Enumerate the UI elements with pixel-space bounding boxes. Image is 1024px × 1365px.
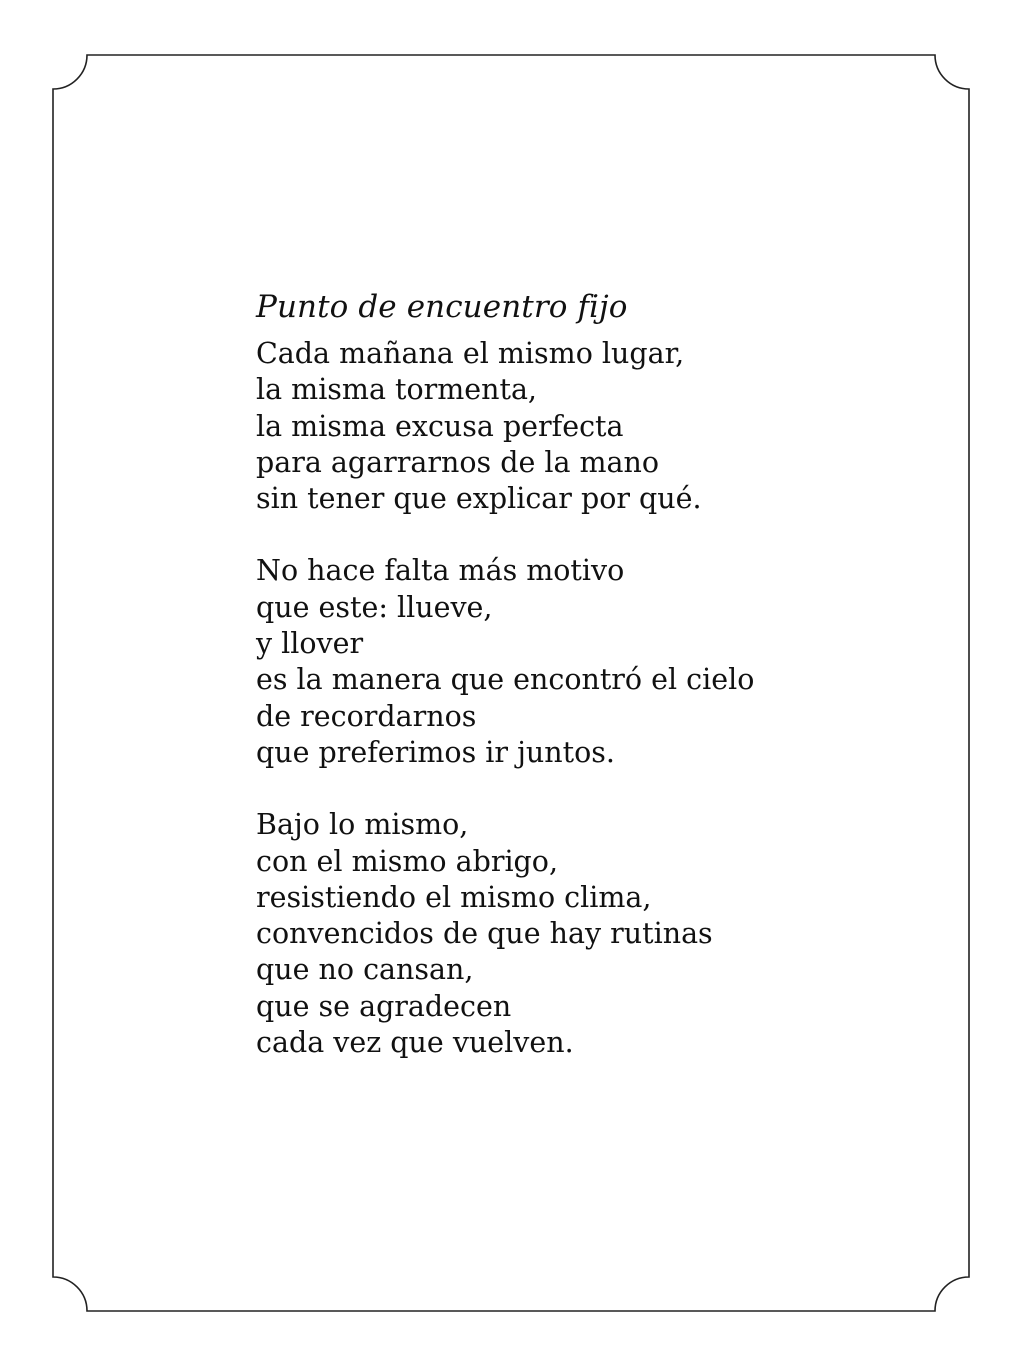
verse-line: que preferimos ir juntos. (256, 735, 615, 769)
verse-line: y llover (256, 627, 364, 661)
verse-line: No hace falta más motivo (256, 554, 625, 588)
verse-line: cada vez que vuelven. (256, 1026, 574, 1060)
poem-title: Punto de encuentro fijo (256, 289, 628, 325)
verse-line: que se agradecen (256, 989, 512, 1023)
verse-line: convencidos de que hay rutinas (256, 917, 713, 951)
verse-line: Cada mañana el mismo lugar, (256, 337, 685, 370)
stanza-2 (256, 553, 956, 771)
verse-line: es la manera que encontró el cielo (256, 663, 755, 697)
poem (256, 282, 956, 1061)
verse-line: resistiendo el mismo clima, (256, 880, 652, 914)
verse-line: la misma tormenta, (256, 373, 537, 407)
verse-line: la misma excusa perfecta (256, 409, 624, 443)
verse-line: con el mismo abrigo, (256, 844, 559, 878)
stanza-1 (256, 336, 956, 517)
verse-line: de recordarnos (256, 699, 477, 733)
verse-line: Bajo lo mismo, (256, 808, 469, 842)
verse-line: que no cansan, (256, 953, 474, 987)
verse-line: sin tener que explicar por qué. (256, 482, 702, 516)
stanza-3 (256, 807, 956, 1061)
verse-line: que este: llueve, (256, 590, 493, 624)
verse-line: para agarrarnos de la mano (256, 445, 660, 479)
